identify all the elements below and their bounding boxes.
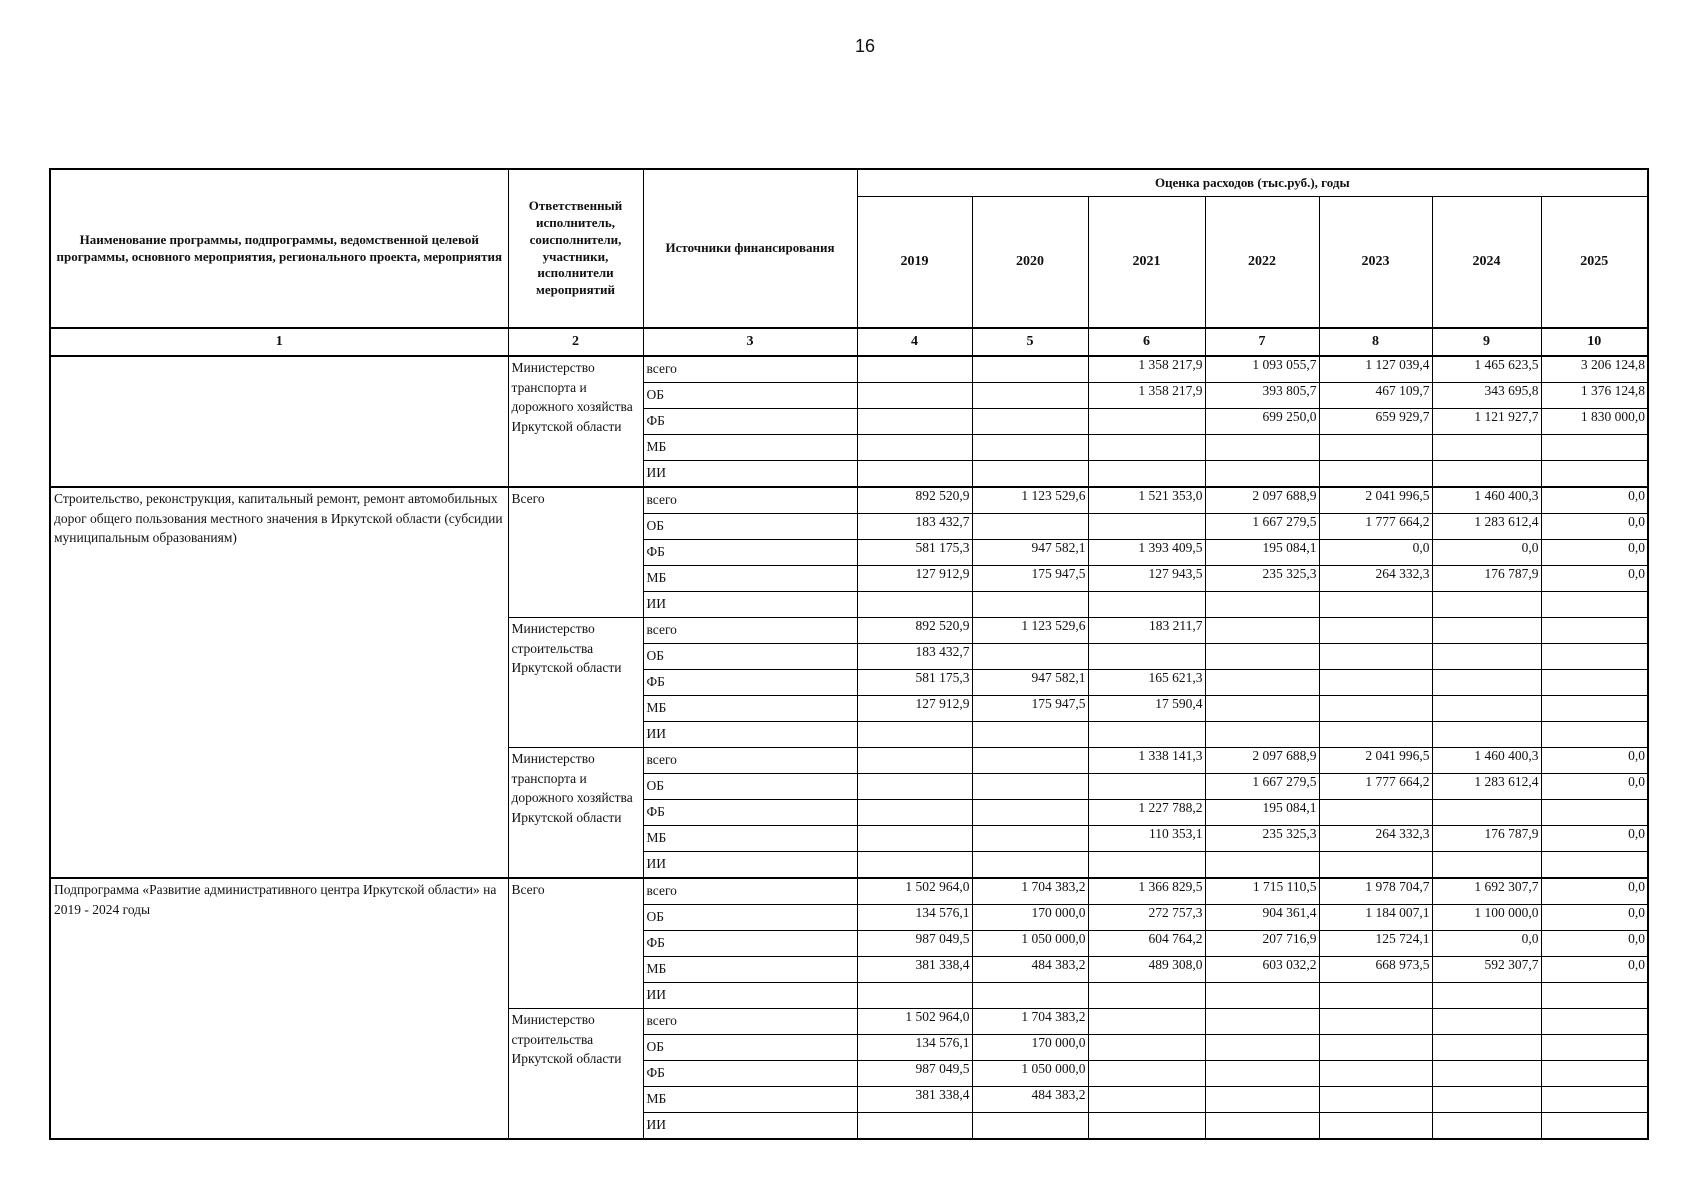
- value-cell: 1 830 000,0: [1541, 409, 1648, 435]
- value-cell: 1 283 612,4: [1432, 514, 1541, 540]
- value-cell: 235 325,3: [1205, 826, 1319, 852]
- value-cell: [1541, 696, 1648, 722]
- header-program-name: Наименование программы, подпрограммы, ведомственной целевой программы, основного мероприятия, регионального проекта, мероприятия: [50, 169, 508, 328]
- value-cell: [972, 356, 1088, 383]
- value-cell: 1 358 217,9: [1088, 356, 1205, 383]
- value-cell: 0,0: [1541, 826, 1648, 852]
- value-cell: [1319, 1113, 1432, 1140]
- funding-source-cell: МБ: [643, 1087, 857, 1113]
- value-cell: 1 777 664,2: [1319, 514, 1432, 540]
- page-number: 16: [854, 36, 876, 56]
- value-cell: 1 123 529,6: [972, 487, 1088, 514]
- column-number: 6: [1088, 328, 1205, 356]
- value-cell: [1088, 774, 1205, 800]
- funding-source-cell: всего: [643, 618, 857, 644]
- value-cell: [1205, 618, 1319, 644]
- value-cell: [1319, 435, 1432, 461]
- value-cell: 1 123 529,6: [972, 618, 1088, 644]
- value-cell: 604 764,2: [1088, 931, 1205, 957]
- funding-source-cell: всего: [643, 356, 857, 383]
- value-cell: 125 724,1: [1319, 931, 1432, 957]
- value-cell: [972, 1113, 1088, 1140]
- header-year: 2021: [1088, 197, 1205, 329]
- value-cell: 947 582,1: [972, 670, 1088, 696]
- value-cell: 1 704 383,2: [972, 1009, 1088, 1035]
- value-cell: 170 000,0: [972, 905, 1088, 931]
- header-executor: Ответственный исполнитель, соисполнители, участники, исполнители мероприятий: [508, 169, 643, 328]
- value-cell: 0,0: [1432, 931, 1541, 957]
- value-cell: 581 175,3: [857, 670, 972, 696]
- executor-cell: Министерство строительства Иркутской области: [508, 1009, 643, 1140]
- value-cell: [972, 748, 1088, 774]
- value-cell: [972, 461, 1088, 488]
- value-cell: [857, 409, 972, 435]
- column-number: 9: [1432, 328, 1541, 356]
- funding-source-cell: МБ: [643, 566, 857, 592]
- value-cell: 1 184 007,1: [1319, 905, 1432, 931]
- value-cell: [1432, 1113, 1541, 1140]
- funding-source-cell: всего: [643, 748, 857, 774]
- executor-cell: Всего: [508, 487, 643, 618]
- header-year: 2025: [1541, 197, 1648, 329]
- value-cell: [857, 435, 972, 461]
- value-cell: [857, 748, 972, 774]
- value-cell: 1 127 039,4: [1319, 356, 1432, 383]
- value-cell: 1 338 141,3: [1088, 748, 1205, 774]
- funding-source-cell: ФБ: [643, 1061, 857, 1087]
- value-cell: 0,0: [1541, 748, 1648, 774]
- value-cell: 2 097 688,9: [1205, 487, 1319, 514]
- value-cell: [857, 774, 972, 800]
- value-cell: [1205, 644, 1319, 670]
- funding-source-cell: ОБ: [643, 774, 857, 800]
- program-name-cell: Строительство, реконструкция, капитальный ремонт, ремонт автомобильных дорог общего пользования местного значения в Иркутской области (субсидии муниципальным образованиям): [50, 487, 508, 878]
- value-cell: 2 097 688,9: [1205, 748, 1319, 774]
- header-year: 2020: [972, 197, 1088, 329]
- table-row: [50, 878, 1648, 905]
- value-cell: [1088, 1087, 1205, 1113]
- value-cell: 1 366 829,5: [1088, 878, 1205, 905]
- value-cell: 134 576,1: [857, 1035, 972, 1061]
- value-cell: 264 332,3: [1319, 566, 1432, 592]
- value-cell: [1541, 670, 1648, 696]
- executor-cell: Министерство транспорта и дорожного хозяйства Иркутской области: [508, 356, 643, 487]
- value-cell: [1541, 852, 1648, 879]
- value-cell: [857, 383, 972, 409]
- value-cell: [1205, 1113, 1319, 1140]
- value-cell: [972, 644, 1088, 670]
- value-cell: 1 460 400,3: [1432, 748, 1541, 774]
- funding-source-cell: ОБ: [643, 1035, 857, 1061]
- value-cell: 2 041 996,5: [1319, 748, 1432, 774]
- value-cell: 1 227 788,2: [1088, 800, 1205, 826]
- value-cell: [1541, 618, 1648, 644]
- value-cell: 1 358 217,9: [1088, 383, 1205, 409]
- value-cell: [1541, 800, 1648, 826]
- value-cell: 1 502 964,0: [857, 878, 972, 905]
- value-cell: [1205, 1087, 1319, 1113]
- value-cell: [1088, 409, 1205, 435]
- value-cell: [972, 722, 1088, 748]
- value-cell: 207 716,9: [1205, 931, 1319, 957]
- value-cell: 1 502 964,0: [857, 1009, 972, 1035]
- value-cell: 1 704 383,2: [972, 878, 1088, 905]
- value-cell: 1 715 110,5: [1205, 878, 1319, 905]
- header-year: 2023: [1319, 197, 1432, 329]
- table-header: [50, 169, 1648, 356]
- value-cell: [1088, 1035, 1205, 1061]
- value-cell: [1088, 514, 1205, 540]
- value-cell: 170 000,0: [972, 1035, 1088, 1061]
- value-cell: 1 460 400,3: [1432, 487, 1541, 514]
- header-year: 2022: [1205, 197, 1319, 329]
- value-cell: 659 929,7: [1319, 409, 1432, 435]
- value-cell: [1541, 722, 1648, 748]
- value-cell: 1 393 409,5: [1088, 540, 1205, 566]
- header-year: 2019: [857, 197, 972, 329]
- column-number: 4: [857, 328, 972, 356]
- value-cell: [1205, 461, 1319, 488]
- value-cell: [1432, 1009, 1541, 1035]
- value-cell: [972, 983, 1088, 1009]
- value-cell: [1319, 1087, 1432, 1113]
- value-cell: 1 978 704,7: [1319, 878, 1432, 905]
- value-cell: [972, 592, 1088, 618]
- column-number: 10: [1541, 328, 1648, 356]
- value-cell: [1432, 435, 1541, 461]
- funding-source-cell: всего: [643, 487, 857, 514]
- value-cell: [1088, 1009, 1205, 1035]
- value-cell: [857, 356, 972, 383]
- value-cell: 134 576,1: [857, 905, 972, 931]
- value-cell: [1432, 983, 1541, 1009]
- value-cell: 195 084,1: [1205, 800, 1319, 826]
- column-number: 7: [1205, 328, 1319, 356]
- value-cell: [972, 514, 1088, 540]
- value-cell: 0,0: [1432, 540, 1541, 566]
- value-cell: [857, 1113, 972, 1140]
- value-cell: [1432, 670, 1541, 696]
- funding-source-cell: ИИ: [643, 852, 857, 879]
- value-cell: [1205, 1061, 1319, 1087]
- funding-source-cell: всего: [643, 1009, 857, 1035]
- header-year: 2024: [1432, 197, 1541, 329]
- value-cell: 892 520,9: [857, 487, 972, 514]
- value-cell: 1 465 623,5: [1432, 356, 1541, 383]
- value-cell: [857, 800, 972, 826]
- funding-source-cell: ОБ: [643, 514, 857, 540]
- value-cell: [1205, 852, 1319, 879]
- value-cell: [1319, 852, 1432, 879]
- value-cell: 3 206 124,8: [1541, 356, 1648, 383]
- value-cell: 235 325,3: [1205, 566, 1319, 592]
- value-cell: 343 695,8: [1432, 383, 1541, 409]
- funding-source-cell: ФБ: [643, 800, 857, 826]
- value-cell: [1319, 1061, 1432, 1087]
- value-cell: 489 308,0: [1088, 957, 1205, 983]
- value-cell: [1541, 1113, 1648, 1140]
- funding-source-cell: МБ: [643, 435, 857, 461]
- value-cell: [857, 592, 972, 618]
- value-cell: [857, 826, 972, 852]
- value-cell: [1541, 435, 1648, 461]
- value-cell: 581 175,3: [857, 540, 972, 566]
- value-cell: [857, 722, 972, 748]
- funding-source-cell: ОБ: [643, 644, 857, 670]
- value-cell: 175 947,5: [972, 566, 1088, 592]
- value-cell: 1 667 279,5: [1205, 774, 1319, 800]
- value-cell: [1088, 435, 1205, 461]
- value-cell: 592 307,7: [1432, 957, 1541, 983]
- value-cell: 987 049,5: [857, 1061, 972, 1087]
- value-cell: 1 093 055,7: [1205, 356, 1319, 383]
- value-cell: [1432, 1061, 1541, 1087]
- value-cell: 987 049,5: [857, 931, 972, 957]
- value-cell: [972, 774, 1088, 800]
- value-cell: 176 787,9: [1432, 566, 1541, 592]
- value-cell: [1319, 983, 1432, 1009]
- budget-table: [49, 168, 1649, 1140]
- value-cell: 484 383,2: [972, 1087, 1088, 1113]
- value-cell: [1205, 592, 1319, 618]
- value-cell: 1 376 124,8: [1541, 383, 1648, 409]
- header-funding-source: Источники финансирования: [643, 169, 857, 328]
- value-cell: 1 667 279,5: [1205, 514, 1319, 540]
- value-cell: [1205, 983, 1319, 1009]
- value-cell: 127 943,5: [1088, 566, 1205, 592]
- value-cell: [1088, 592, 1205, 618]
- value-cell: 17 590,4: [1088, 696, 1205, 722]
- value-cell: [972, 409, 1088, 435]
- value-cell: [1205, 722, 1319, 748]
- header-expense-estimate: Оценка расходов (тыс.руб.), годы: [857, 169, 1648, 197]
- value-cell: 1 121 927,7: [1432, 409, 1541, 435]
- value-cell: 0,0: [1541, 931, 1648, 957]
- value-cell: [1432, 852, 1541, 879]
- value-cell: 699 250,0: [1205, 409, 1319, 435]
- value-cell: [1432, 592, 1541, 618]
- column-number: 5: [972, 328, 1088, 356]
- value-cell: [1205, 1009, 1319, 1035]
- value-cell: [1432, 1087, 1541, 1113]
- value-cell: [1319, 592, 1432, 618]
- value-cell: [1319, 670, 1432, 696]
- value-cell: 668 973,5: [1319, 957, 1432, 983]
- funding-source-cell: ИИ: [643, 461, 857, 488]
- value-cell: [857, 852, 972, 879]
- value-cell: 0,0: [1541, 487, 1648, 514]
- value-cell: 484 383,2: [972, 957, 1088, 983]
- value-cell: 0,0: [1541, 905, 1648, 931]
- value-cell: 272 757,3: [1088, 905, 1205, 931]
- value-cell: [1541, 461, 1648, 488]
- value-cell: [972, 435, 1088, 461]
- executor-cell: Министерство строительства Иркутской области: [508, 618, 643, 748]
- value-cell: [1541, 1009, 1648, 1035]
- funding-source-cell: ФБ: [643, 670, 857, 696]
- value-cell: [1205, 435, 1319, 461]
- value-cell: 892 520,9: [857, 618, 972, 644]
- funding-source-cell: ИИ: [643, 983, 857, 1009]
- value-cell: [972, 383, 1088, 409]
- value-cell: [1432, 800, 1541, 826]
- value-cell: 0,0: [1541, 957, 1648, 983]
- value-cell: 183 432,7: [857, 514, 972, 540]
- value-cell: [1319, 696, 1432, 722]
- program-name-cell: [50, 356, 508, 487]
- column-number: 1: [50, 328, 508, 356]
- value-cell: 110 353,1: [1088, 826, 1205, 852]
- value-cell: [1432, 696, 1541, 722]
- value-cell: 1 521 353,0: [1088, 487, 1205, 514]
- funding-source-cell: ИИ: [643, 592, 857, 618]
- value-cell: 603 032,2: [1205, 957, 1319, 983]
- value-cell: [1319, 800, 1432, 826]
- value-cell: 1 777 664,2: [1319, 774, 1432, 800]
- funding-source-cell: ФБ: [643, 409, 857, 435]
- value-cell: 0,0: [1541, 774, 1648, 800]
- value-cell: [1541, 1035, 1648, 1061]
- value-cell: 381 338,4: [857, 1087, 972, 1113]
- value-cell: [1088, 461, 1205, 488]
- value-cell: [1088, 983, 1205, 1009]
- value-cell: 165 621,3: [1088, 670, 1205, 696]
- value-cell: 127 912,9: [857, 696, 972, 722]
- value-cell: [1432, 461, 1541, 488]
- funding-source-cell: МБ: [643, 826, 857, 852]
- value-cell: [1432, 618, 1541, 644]
- value-cell: 0,0: [1541, 566, 1648, 592]
- executor-cell: Министерство транспорта и дорожного хозяйства Иркутской области: [508, 748, 643, 879]
- funding-source-cell: ИИ: [643, 1113, 857, 1140]
- value-cell: 175 947,5: [972, 696, 1088, 722]
- value-cell: [1319, 1035, 1432, 1061]
- value-cell: [1205, 696, 1319, 722]
- value-cell: 176 787,9: [1432, 826, 1541, 852]
- value-cell: [1432, 644, 1541, 670]
- value-cell: 0,0: [1541, 540, 1648, 566]
- value-cell: [1088, 722, 1205, 748]
- value-cell: [1541, 644, 1648, 670]
- value-cell: 0,0: [1541, 514, 1648, 540]
- funding-source-cell: МБ: [643, 957, 857, 983]
- table-row: [50, 356, 1648, 383]
- funding-source-cell: ФБ: [643, 540, 857, 566]
- value-cell: [1088, 852, 1205, 879]
- value-cell: [1319, 461, 1432, 488]
- funding-source-cell: всего: [643, 878, 857, 905]
- value-cell: [1541, 1061, 1648, 1087]
- value-cell: [1432, 1035, 1541, 1061]
- value-cell: [1088, 1061, 1205, 1087]
- value-cell: 0,0: [1319, 540, 1432, 566]
- value-cell: 2 041 996,5: [1319, 487, 1432, 514]
- value-cell: [1541, 592, 1648, 618]
- value-cell: 947 582,1: [972, 540, 1088, 566]
- value-cell: 195 084,1: [1205, 540, 1319, 566]
- value-cell: 183 432,7: [857, 644, 972, 670]
- value-cell: 381 338,4: [857, 957, 972, 983]
- program-name-cell: Подпрограмма «Развитие административного центра Иркутской области» на 2019 - 2024 годы: [50, 878, 508, 1139]
- value-cell: 183 211,7: [1088, 618, 1205, 644]
- value-cell: [1205, 670, 1319, 696]
- value-cell: 1 283 612,4: [1432, 774, 1541, 800]
- funding-source-cell: ОБ: [643, 905, 857, 931]
- value-cell: 1 692 307,7: [1432, 878, 1541, 905]
- value-cell: 393 805,7: [1205, 383, 1319, 409]
- value-cell: [1205, 1035, 1319, 1061]
- value-cell: 904 361,4: [1205, 905, 1319, 931]
- value-cell: [972, 852, 1088, 879]
- value-cell: [857, 461, 972, 488]
- column-number: 3: [643, 328, 857, 356]
- funding-source-cell: ОБ: [643, 383, 857, 409]
- column-number: 8: [1319, 328, 1432, 356]
- value-cell: 1 050 000,0: [972, 931, 1088, 957]
- value-cell: [1319, 722, 1432, 748]
- value-cell: 127 912,9: [857, 566, 972, 592]
- funding-source-cell: МБ: [643, 696, 857, 722]
- value-cell: 264 332,3: [1319, 826, 1432, 852]
- value-cell: [1319, 1009, 1432, 1035]
- column-number: 2: [508, 328, 643, 356]
- value-cell: 467 109,7: [1319, 383, 1432, 409]
- value-cell: [1088, 1113, 1205, 1140]
- value-cell: [972, 826, 1088, 852]
- value-cell: [857, 983, 972, 1009]
- value-cell: [1541, 983, 1648, 1009]
- value-cell: 1 100 000,0: [1432, 905, 1541, 931]
- value-cell: [972, 800, 1088, 826]
- value-cell: [1541, 1087, 1648, 1113]
- value-cell: [1088, 644, 1205, 670]
- table-row: [50, 487, 1648, 514]
- value-cell: [1319, 618, 1432, 644]
- value-cell: [1432, 722, 1541, 748]
- table-body: [50, 356, 1648, 1139]
- value-cell: 1 050 000,0: [972, 1061, 1088, 1087]
- executor-cell: Всего: [508, 878, 643, 1009]
- value-cell: 0,0: [1541, 878, 1648, 905]
- value-cell: [1319, 644, 1432, 670]
- funding-source-cell: ФБ: [643, 931, 857, 957]
- funding-source-cell: ИИ: [643, 722, 857, 748]
